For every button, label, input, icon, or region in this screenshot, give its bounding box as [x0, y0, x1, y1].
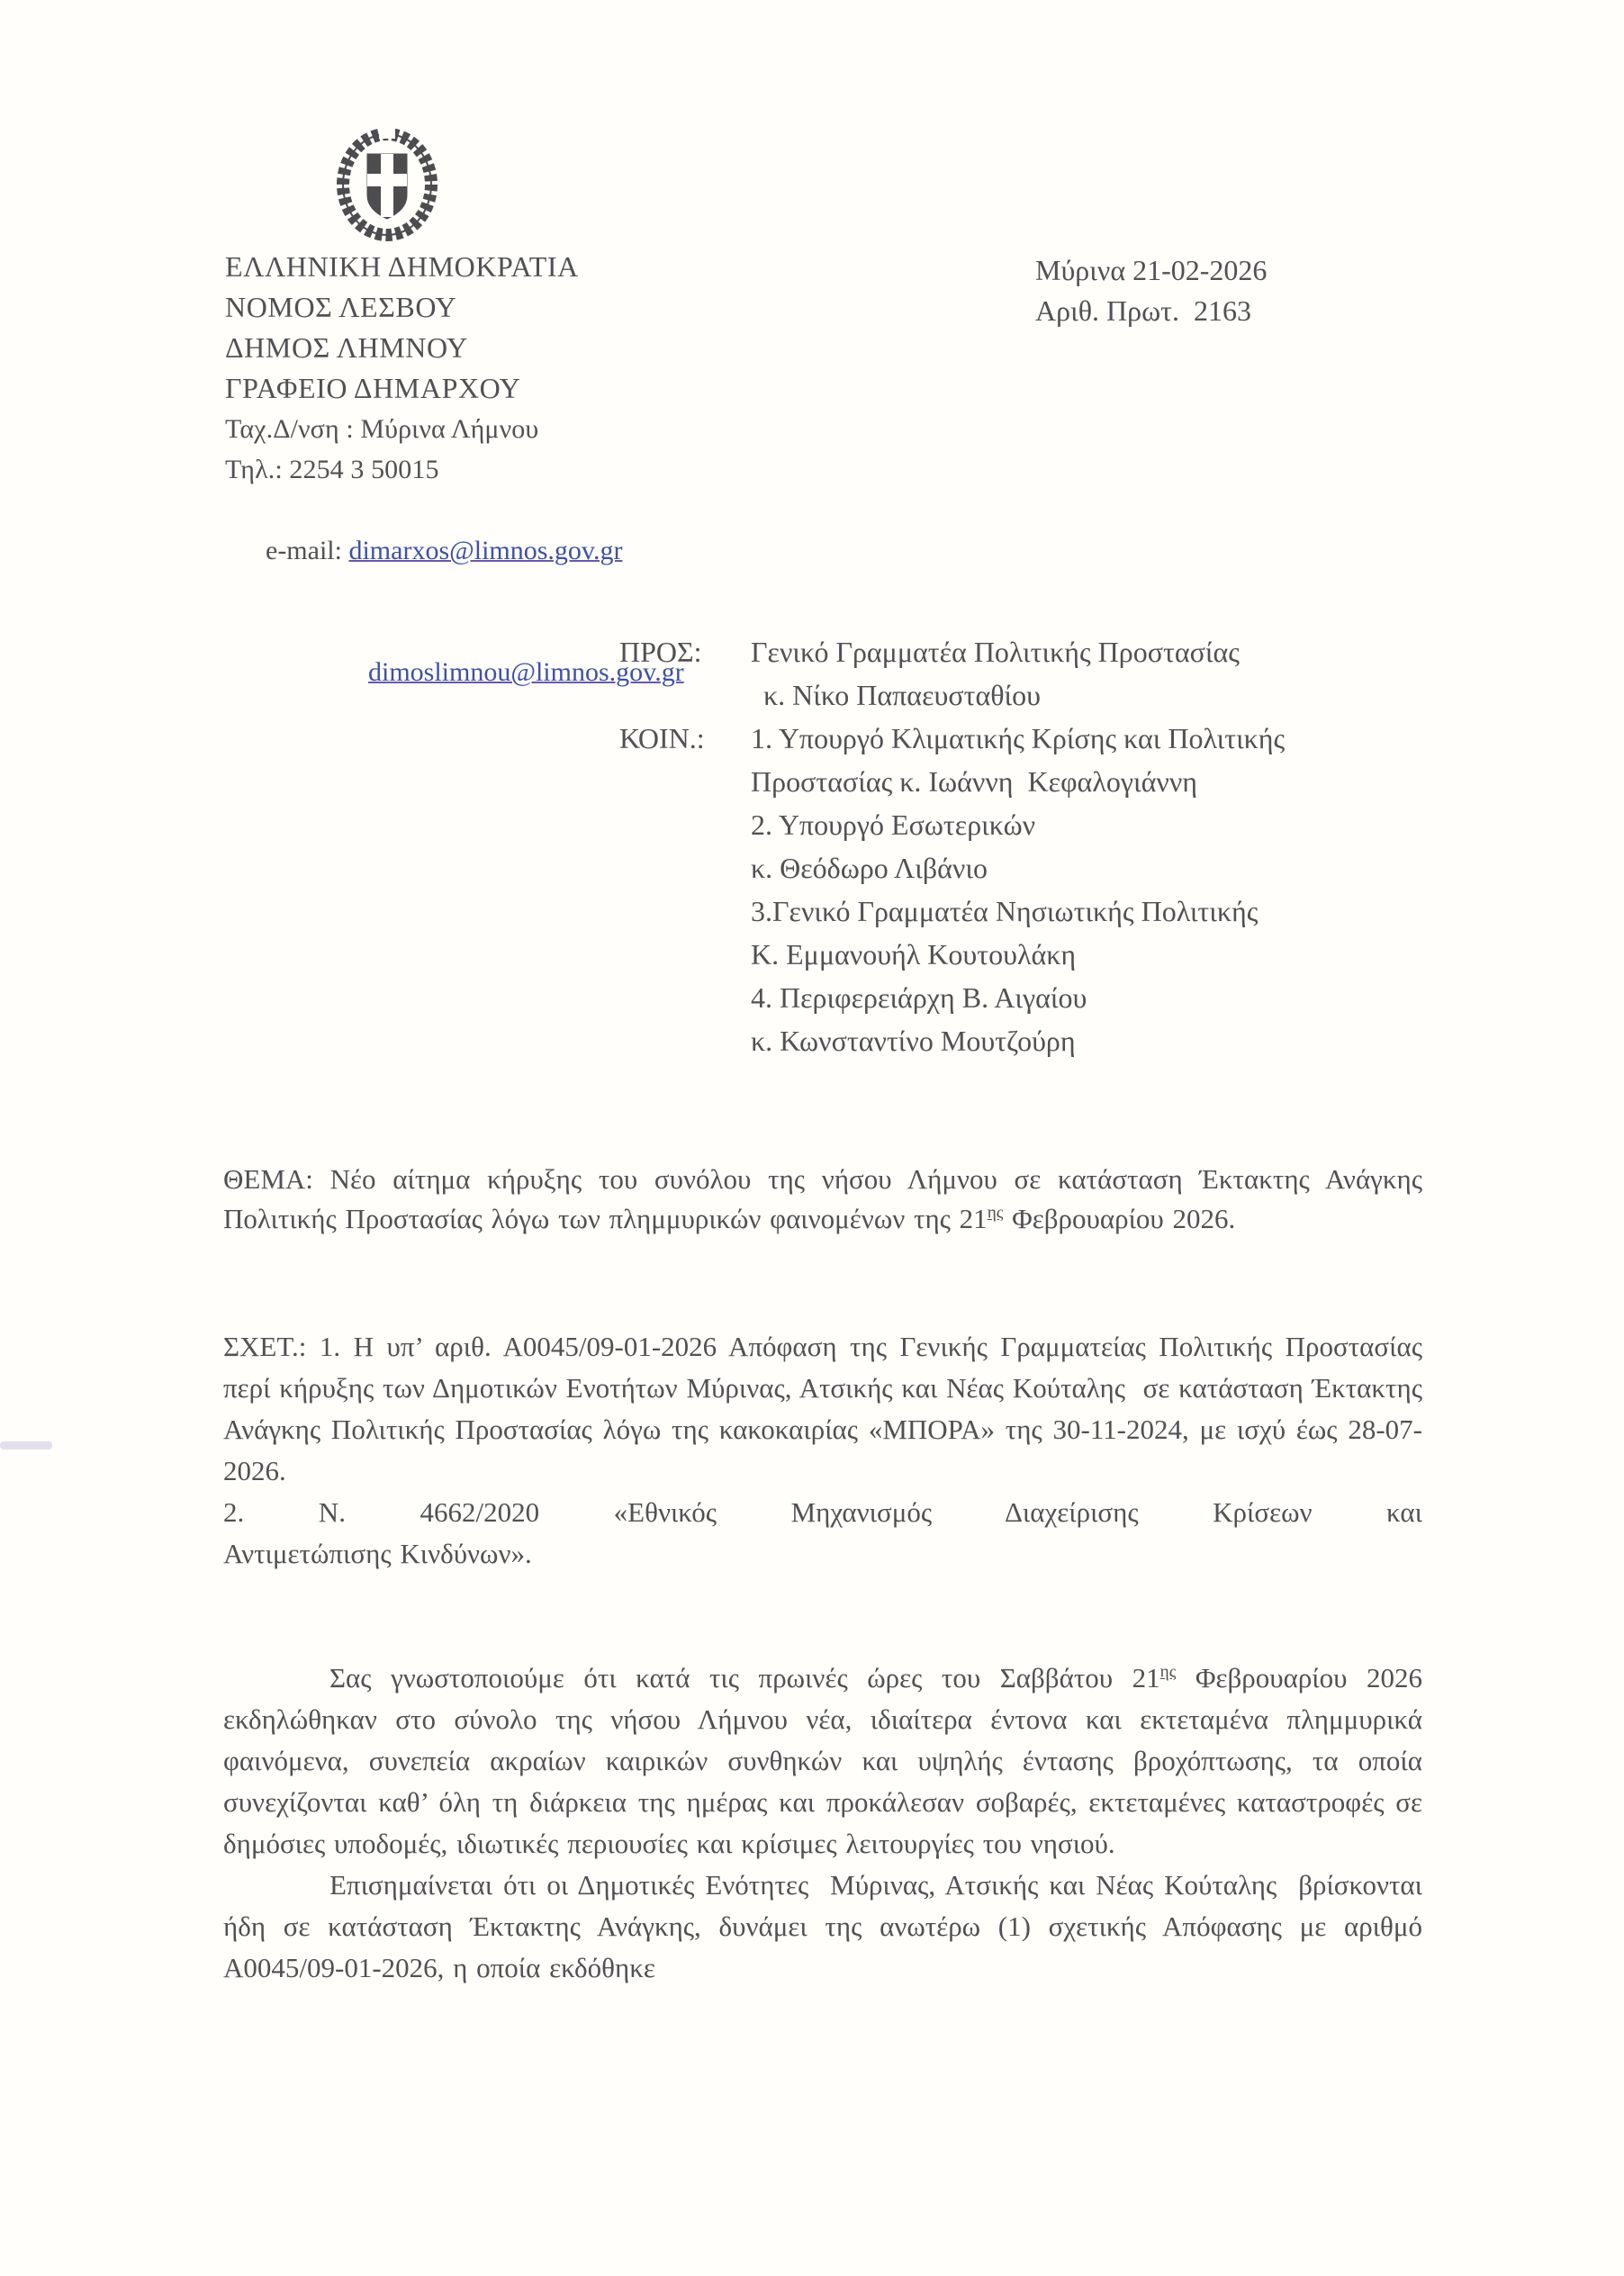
recipient-row [619, 976, 1285, 1019]
recipient-row [619, 1019, 1285, 1062]
sender-email-row-2 [225, 611, 684, 733]
sender-address: Ταχ.Δ/νση : Μύρινα Λήμνου [225, 414, 539, 444]
recipient-text: Γενικό Γραμματέα Πολιτικής Προστασίας [751, 636, 1240, 668]
koin-label: ΚΟΙΝ.: [619, 722, 705, 754]
place-date: Μύρινα 21-02-2026 [1035, 254, 1268, 286]
recipient-row [619, 760, 1285, 803]
recipient-row [619, 846, 1285, 890]
subject-block [223, 1160, 1422, 1239]
recipient-text: 4. Περιφερειάρχη Β. Αιγαίου [751, 981, 1087, 1014]
empty-label [619, 803, 751, 846]
empty-label [619, 760, 751, 803]
sender-email-row-1 [225, 490, 684, 611]
body-paragraph-1 [223, 1657, 1422, 1865]
email-link-dimoslimnou[interactable]: dimoslimnou@limnos.gov.gr [368, 657, 684, 687]
protocol-number: Αριθ. Πρωτ. 2163 [1035, 294, 1252, 327]
subject-paragraph [223, 1160, 1422, 1239]
pros-label: ΠΡΟΣ: [619, 636, 702, 668]
body-paragraph-2: Επισημαίνεται ότι οι Δημοτικές Ενότητες Μύρινας, Ατσικής και Νέας Κούταλης βρίσκονται ήδη σε κατάσταση Έκτακτης Ανάγκης, δυνάμει της ανωτέρω (1) σχετικής Απόφασης με αριθμό Α0045/09-01-2026, η οποία εκδόθηκε [223, 1869, 1422, 1983]
recipient-row [619, 673, 1285, 717]
sender-municipality: ΔΗΜΟΣ ΛΗΜΝΟΥ [225, 331, 468, 364]
recipient-row [619, 717, 1285, 760]
sender-country: ΕΛΛΗΝΙΚΗ ΔΗΜΟΚΡΑΤΙΑ [225, 250, 579, 283]
recipient-row [619, 803, 1285, 846]
sender-block [225, 247, 684, 733]
body-text: Σας γνωστοποιούμε ότι κατά τις πρωινές ώρες του Σαββάτου 21 [329, 1662, 1160, 1693]
empty-label [619, 846, 751, 890]
recipient-text: Κ. Εμμανουήλ Κουτουλάκη [751, 938, 1077, 971]
recipient-text: 3.Γενικό Γραμματέα Νησιωτικής Πολιτικής [751, 895, 1259, 927]
recipient-text: Προστασίας κ. Ιωάννη Κεφαλογιάννη [751, 765, 1198, 798]
recipient-row [619, 933, 1285, 976]
greek-coat-of-arms-icon [329, 126, 445, 243]
recipient-text: 1. Υπουργό Κλιματικής Κρίσης και Πολιτικής [751, 722, 1286, 754]
subject-text-end: Φεβρουαρίου 2026. [1003, 1203, 1236, 1234]
references-block [223, 1326, 1422, 1575]
reference-item-2-line-2: Αντιμετώπισης Κινδύνων». [223, 1538, 532, 1569]
recipient-text: κ. Νίκο Παπαευσταθίου [763, 679, 1041, 711]
sender-phone: Τηλ.: 2254 3 50015 [225, 455, 439, 484]
empty-label [619, 890, 751, 933]
reference-item-2-line-1: 2. Ν. 4662/2020 «Εθνικός Μηχανισμός Διαχείρισης Κρίσεων και [223, 1496, 1422, 1528]
recipient-row [619, 630, 1285, 673]
letter-body [223, 1657, 1422, 1989]
protocol-block [1035, 250, 1267, 331]
scan-artifact [0, 1441, 52, 1450]
empty-label [619, 1019, 751, 1062]
sender-prefecture: ΝΟΜΟΣ ΛΕΣΒΟΥ [225, 291, 457, 323]
email-label: e-mail: [266, 536, 349, 565]
recipient-text: 2. Υπουργό Εσωτερικών [751, 808, 1036, 841]
email-link-dimarxos[interactable]: dimarxos@limnos.gov.gr [348, 536, 623, 565]
recipient-text: κ. Θεόδωρο Λιβάνιο [751, 852, 988, 884]
recipients-block [619, 630, 1285, 1062]
recipient-row [619, 890, 1285, 933]
recipient-text: κ. Κωνσταντίνο Μουτζούρη [751, 1025, 1076, 1057]
reference-item-1: ΣΧΕΤ.: 1. Η υπ’ αριθ. Α0045/09-01-2026 Απόφαση της Γενικής Γραμματείας Πολιτικής Προστασίας περί κήρυξης των Δημοτικών Ενοτήτων Μύρινας, Ατσικής και Νέας Κούταλης σε κατάσταση Έκτακτης Ανάγκης Πολιτικής Προστασίας λόγω της κακοκαιρίας «ΜΠΟΡΑ» της 30-11-2024, με ισχύ έως 28-07-2026. [223, 1331, 1422, 1486]
subject-text: ΘΕΜΑ: Νέο αίτημα κήρυξης του συνόλου της νήσου Λήμνου σε κατάσταση Έκτακτης Ανάγκης Πολιτικής Προστασίας λόγω των πλημμυρικών φαινομένων της 21 [223, 1163, 1422, 1234]
empty-label [619, 976, 751, 1019]
sender-office: ΓΡΑΦΕΙΟ ΔΗΜΑΡΧΟΥ [225, 372, 521, 404]
body-text-end: Φεβρουαρίου 2026 εκδηλώθηκαν στο σύνολο της νήσου Λήμνου νέα, ιδιαίτερα έντονα και εκτεταμένα πλημμυρικά φαινόμενα, συνεπεία ακραίων καιρικών συνθηκών και υψηλής έντασης βροχόπτωσης, τα οποία συνεχίζονται καθ’ όλη τη διάρκεια της ημέρας και προκάλεσαν σοβαρές, εκτεταμένες καταστροφές σε δημόσιες υποδομές, ιδιωτικές περιουσίες και κρίσιμες λειτουργίες του νησιού. [223, 1662, 1423, 1859]
empty-label [619, 933, 751, 976]
empty-label [619, 673, 751, 717]
ordinal-suffix: ης [987, 1203, 1004, 1223]
ordinal-suffix: ης [1159, 1662, 1177, 1682]
